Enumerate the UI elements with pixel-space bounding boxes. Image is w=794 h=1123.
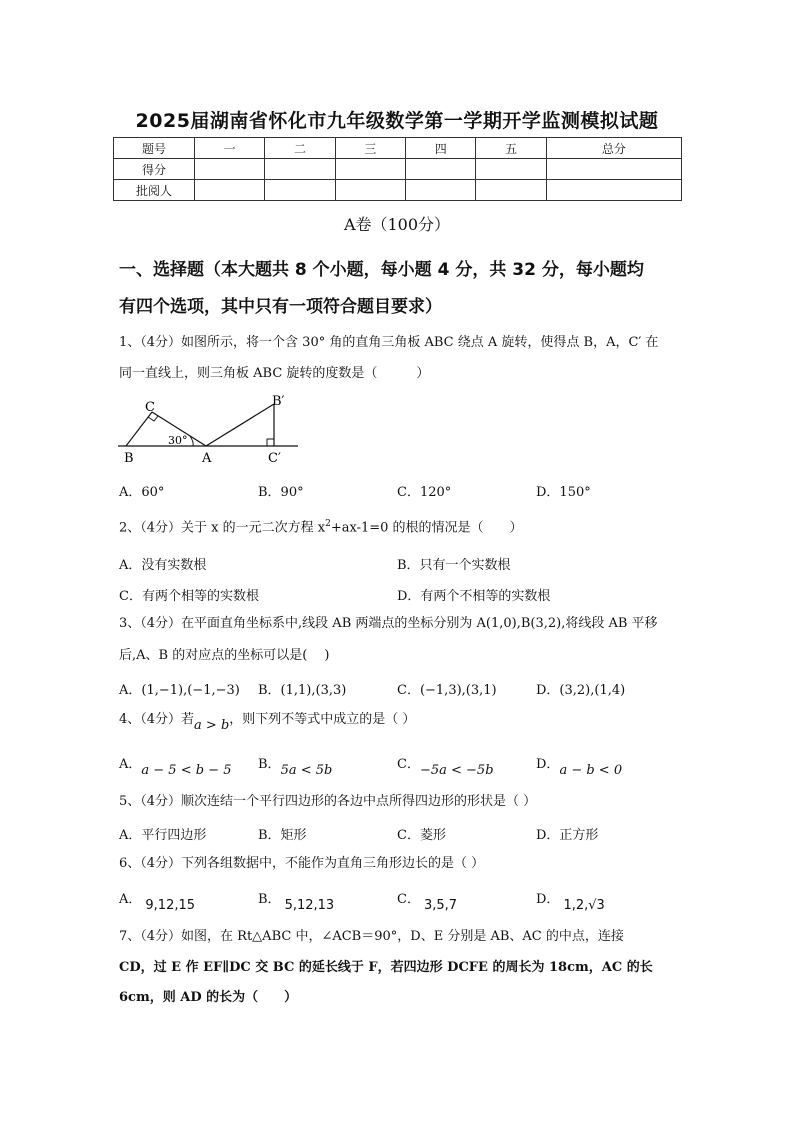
q7-text-line1: 7、（4分）如图，在 Rt△ABC 中，∠ACB＝90°，D、E 分别是 AB、AC 的中点，连接 xyxy=(119,929,624,944)
score-cell[interactable] xyxy=(406,180,476,201)
q4-option-b[interactable] xyxy=(258,753,333,778)
score-table xyxy=(113,137,682,201)
score-cell[interactable] xyxy=(476,159,546,180)
q5-option-b[interactable]: B．矩形 xyxy=(258,828,307,843)
score-cell[interactable] xyxy=(265,159,335,180)
score-table-row xyxy=(114,159,682,180)
q4-option-a-label: A． xyxy=(119,757,142,772)
q1-text-line2: 同一直线上，则三角板 ABC 旋转的度数是（ ） xyxy=(119,366,430,381)
q4-option-a-expr: a − 5 < b − 5 xyxy=(141,763,232,778)
q6-option-c[interactable] xyxy=(397,888,458,913)
label-c: C xyxy=(145,400,155,415)
q2-exponent: 2 xyxy=(325,519,331,529)
q2-option-a[interactable]: A．没有实数根 xyxy=(119,558,207,573)
score-cell[interactable] xyxy=(195,180,265,201)
paper-a-heading: A卷（100分） xyxy=(343,215,451,234)
q3-option-a[interactable]: A．(1,−1),(−1,−3) xyxy=(119,683,240,698)
q5-option-c[interactable]: C．菱形 xyxy=(397,828,446,843)
label-b-prime: B′ xyxy=(272,394,285,409)
q2-text-prefix: 2、（4分）关于 x 的一元二次方程 x xyxy=(119,520,326,536)
q4-text xyxy=(119,705,679,734)
q6-option-a-value: 9,12,15 xyxy=(145,898,196,913)
right-angle-mark xyxy=(148,416,158,421)
q6-option-b-label: B． xyxy=(258,892,281,907)
q5-option-a[interactable]: A．平行四边形 xyxy=(119,828,207,843)
q2-option-c[interactable]: C．有两个相等的实数根 xyxy=(119,589,259,604)
score-cell[interactable] xyxy=(546,180,681,201)
q6-option-b[interactable] xyxy=(258,888,335,913)
q6-option-c-value: 3,5,7 xyxy=(423,898,458,913)
score-table-row xyxy=(114,180,682,201)
q4-option-d-expr: a − b < 0 xyxy=(559,763,623,778)
score-cell[interactable] xyxy=(195,159,265,180)
score-cell[interactable] xyxy=(335,180,405,201)
score-row-label: 批阅人 xyxy=(114,180,195,201)
q5-text: 5、（4分）顺次连结一个平行四边形的各边中点所得四边形的形状是（ ） xyxy=(119,794,537,809)
q4-option-c-expr: −5a < −5b xyxy=(419,763,494,778)
q3-text-line1: 3、（4分）在平面直角坐标系中,线段 AB 两端点的坐标分别为 A(1,0),B(3,2),将线段 AB 平移 xyxy=(119,616,658,631)
score-cell[interactable] xyxy=(546,159,681,180)
q4-option-b-expr: 5a < 5b xyxy=(280,763,333,778)
q3-option-b[interactable]: B．(1,1),(3,3) xyxy=(258,683,347,698)
label-angle: 30° xyxy=(168,434,188,447)
q4-option-b-label: B． xyxy=(258,757,281,772)
score-header-cell: 二 xyxy=(265,138,335,159)
q6-option-b-value: 5,12,13 xyxy=(284,898,335,913)
score-cell[interactable] xyxy=(406,159,476,180)
q2-text-suffix: +ax-1=0 的根的情况是（ ） xyxy=(330,520,523,536)
q4-option-a[interactable] xyxy=(119,753,232,778)
q7-text-line2: CD，过 E 作 EF∥DC 交 BC 的延长线于 F，若四边形 DCFE 的周长为 18cm，AC 的长 xyxy=(119,960,653,975)
q6-option-a[interactable] xyxy=(119,888,196,913)
exam-title: 2025届湖南省怀化市九年级数学第一学期开学监测模拟试题 xyxy=(135,110,659,132)
q6-option-d-label: D． xyxy=(536,892,560,907)
score-header-cell: 四 xyxy=(406,138,476,159)
q5-option-d[interactable]: D．正方形 xyxy=(536,828,599,843)
score-table-header-row xyxy=(114,138,682,159)
q2-option-d[interactable]: D．有两个不相等的实数根 xyxy=(397,589,551,604)
q6-option-c-label: C． xyxy=(397,892,420,907)
score-row-label: 得分 xyxy=(114,159,195,180)
q6-option-d-value: 1,2,√3 xyxy=(563,898,605,913)
label-b: B xyxy=(124,451,134,464)
q1-option-c[interactable]: C．120° xyxy=(397,485,452,500)
score-cell[interactable] xyxy=(265,180,335,201)
q4-option-c[interactable] xyxy=(397,753,494,778)
label-c-prime: C′ xyxy=(268,451,281,464)
score-cell[interactable] xyxy=(335,159,405,180)
section-heading-line2: 有四个选项，其中只有一项符合题目要求） xyxy=(119,297,442,317)
q3-option-d[interactable]: D．(3,2),(1,4) xyxy=(536,683,626,698)
section-heading-line1: 一、选择题（本大题共 8 个小题，每小题 4 分，共 32 分，每小题均 xyxy=(119,260,644,280)
q6-option-d[interactable] xyxy=(536,888,605,913)
q6-option-a-label: A． xyxy=(119,892,142,907)
right-angle-mark xyxy=(267,439,274,446)
score-header-cell: 总分 xyxy=(546,138,681,159)
q1-text-line1: 1、（4分）如图所示，将一个含 30° 角的直角三角板 ABC 绕点 A 旋转，使得点 B，A，C′ 在 xyxy=(119,335,659,350)
q2-option-b[interactable]: B．只有一个实数根 xyxy=(397,558,511,573)
segment-ab-prime xyxy=(206,404,274,446)
q1-option-b[interactable]: B．90° xyxy=(258,485,304,500)
score-header-cell: 三 xyxy=(335,138,405,159)
q4-condition: a > b xyxy=(194,718,230,733)
q1-option-a[interactable]: A．60° xyxy=(119,485,165,500)
q4-option-d-label: D． xyxy=(536,757,560,772)
q4-text-prefix: 4、（4分）若 xyxy=(119,712,195,727)
score-cell[interactable] xyxy=(476,180,546,201)
label-a: A xyxy=(202,451,212,464)
q4-option-c-label: C． xyxy=(397,757,420,772)
q4-text-suffix: ，则下列不等式中成立的是（ ） xyxy=(229,712,416,727)
q6-text: 6、（4分）下列各组数据中，不能作为直角三角形边长的是（ ） xyxy=(119,856,485,871)
q1-option-d[interactable]: D．150° xyxy=(536,485,591,500)
score-header-cell: 五 xyxy=(476,138,546,159)
q7-text-line3: 6cm，则 AD 的长为（ ） xyxy=(119,990,298,1005)
q3-text-line2: 后,A、B 的对应点的坐标可以是( ) xyxy=(119,648,330,663)
q2-text xyxy=(119,510,679,542)
q1-figure xyxy=(116,390,306,464)
score-header-cell: 一 xyxy=(195,138,265,159)
score-header-cell: 题号 xyxy=(114,138,195,159)
q3-option-c[interactable]: C．(−1,3),(3,1) xyxy=(397,683,497,698)
q4-option-d[interactable] xyxy=(536,753,623,778)
